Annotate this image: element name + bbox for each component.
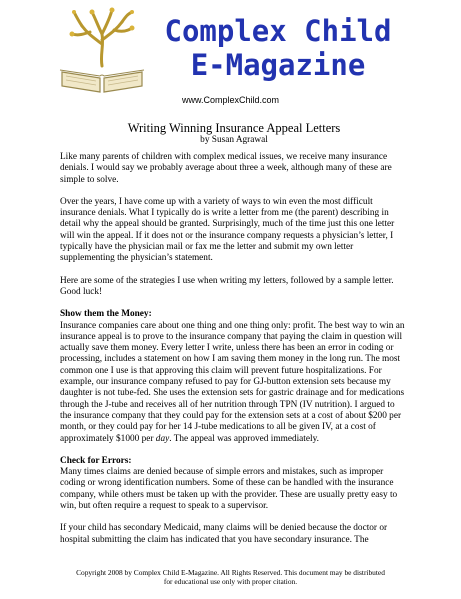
- paragraph-text: . The appeal was approved immediately.: [169, 433, 319, 444]
- section-heading: Show them the Money:: [60, 309, 152, 320]
- paragraph: Like many parents of children with complex medical issues, we receive many insurance denials. I would say we probably average about three a week, although many of these are simple to solve.: [60, 152, 392, 185]
- section-heading: Check for Errors:: [60, 455, 132, 466]
- article-byline: by Susan Agrawal: [200, 135, 268, 145]
- paragraph: Here are some of the strategies I use when writing my letters, followed by a sample letter. Good luck!: [60, 275, 394, 297]
- paragraph-text: Insurance companies care about one thing and one thing only: profit. The best way to win an insurance appeal is to prove to the insurance company that paying the claim in question will actually save them money. Every letter I write, unless there has been an error in coding or processing, includes a statement on how I am saving them money in the long run. The most common one I use is that approving this claim will prevent future hospitalizations. For example, our insurance company refused to pay for GJ-button extension sets because my daughter is not tube-fed. She uses the extension sets for gastric drainage and for medications through the J-tube and receives all of her nutrition through TPN (IV nutrition). I argued to the insurance company that they could pay for the extension sets at a cost of about $200 per month, or they could pay for her 14 J-tube medications to all be given IV, at a cost of approximately $1000 per: [60, 320, 405, 444]
- section-show-them-the-money: [60, 309, 408, 445]
- magazine-title-line1: Complex Child: [164, 14, 392, 48]
- copyright-footer: [40, 568, 421, 586]
- masthead: [0, 0, 461, 110]
- emphasis-text: day: [155, 433, 170, 444]
- footer-line: for educational use only with proper citation.: [163, 577, 298, 586]
- article: [60, 121, 408, 557]
- magazine-title: [128, 14, 428, 82]
- paragraph: If your child has secondary Medicaid, many claims will be denied because the doctor or hospital submitting the claim has indicated that you have secondary insurance. The: [60, 523, 388, 545]
- paragraph: [60, 321, 408, 445]
- website-url[interactable]: www.ComplexChild.com: [181, 95, 280, 105]
- magazine-title-line2: E-Magazine: [190, 48, 366, 82]
- section-check-for-errors: [60, 456, 408, 546]
- paragraph: Many times claims are denied because of simple errors and mistakes, such as improper coding or wrong identification numbers. Some of these can be handled with the insurance company, while others must be taken up with the provider. These are usually pretty easy to win, but often require a request to speak to a supervisor.: [60, 467, 398, 512]
- paragraph: Over the years, I have come up with a variety of ways to win even the most difficult insurance denials. What I typically do is write a letter from me (the parent) describing in detail why the appeal should be granted. Surprisingly, much of the time just this one letter will win the appeal. If it does not or the insurance company requests a physician’s letter, I typically have the physician mail or fax me the letter and submit my own letter supplementing the physician’s statement.: [60, 196, 395, 264]
- article-title: Writing Winning Insurance Appeal Letters: [127, 121, 341, 135]
- footer-line: Copyright 2008 by Complex Child E-Magazine. All Rights Reserved. This document may be distributed: [76, 568, 385, 577]
